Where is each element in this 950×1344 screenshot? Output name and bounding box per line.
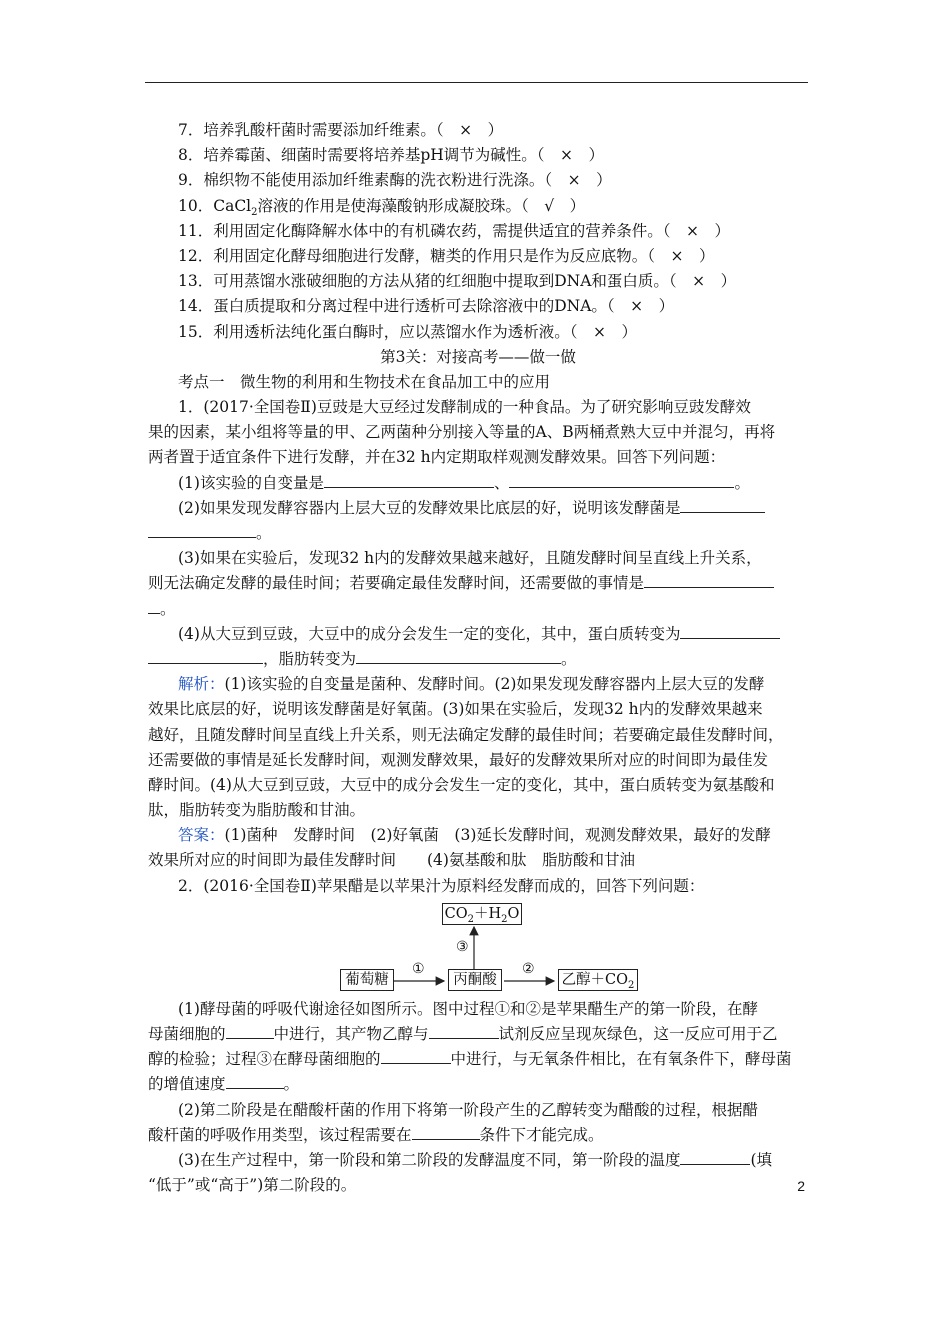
answer-label: 答案： bbox=[178, 826, 225, 845]
q2-part1: (1)酵母菌的呼吸代谢途径如图所示。图中过程①和②是苹果醋生产的第一阶段，在酵 bbox=[178, 999, 758, 1018]
glucose-box: 葡萄糖 bbox=[340, 969, 394, 991]
q1-answer: 答案：(1)菌种 发酵时间 (2)好氧菌 (3)延长发酵时间，观测发酵效果，最好的发酵 bbox=[178, 826, 771, 845]
answer-blank[interactable] bbox=[148, 523, 256, 538]
q2-part3-cont: “低于”或“高于”)第二阶段的。 bbox=[148, 1176, 357, 1195]
q2-part1-end: 的增值速度 。 bbox=[148, 1075, 300, 1094]
answer-blank[interactable] bbox=[226, 1074, 284, 1089]
answer-blank[interactable] bbox=[226, 1024, 274, 1039]
step2-label: ② bbox=[522, 960, 535, 977]
q1-analysis-line: 肽，脂肪转变为脂肪酸和甘油。 bbox=[148, 801, 366, 820]
answer-blank[interactable] bbox=[680, 498, 765, 513]
q1-part2: (2)如果发现发酵容器内上层大豆的发酵效果比底层的好，说明该发酵菌是 bbox=[148, 496, 808, 521]
q1-analysis-line: 还需要做的事情是延长发酵时间，观测发酵效果，最好的发酵效果所对应的时间即为最佳发 bbox=[148, 750, 769, 769]
q1-analysis-line: 效果比底层的好，说明该发酵菌是好氧菌。(3)如果在实验后，发现32 h内的发酵效果越来 bbox=[148, 700, 763, 719]
answer-blank[interactable] bbox=[381, 1049, 451, 1064]
answer-blank[interactable] bbox=[412, 1125, 480, 1140]
q1-stem-line: 果的因素，某小组将等量的甲、乙两菌种分别接入等量的A、B两桶煮熟大豆中并混匀，再将 bbox=[148, 423, 776, 442]
q1-answer-line: 效果所对应的时间即为最佳发酵时间 (4)氨基酸和肽 脂肪酸和甘油 bbox=[148, 851, 635, 870]
q1-part4: (4)从大豆到豆豉，大豆中的成分会发生一定的变化，其中，蛋白质转变为 bbox=[148, 622, 808, 647]
judge-item-15: 15．利用透析法纯化蛋白酶时，应以蒸馏水作为透析液。（ × ） bbox=[178, 322, 637, 341]
q1-part3-end: 。 bbox=[148, 597, 808, 622]
q2-part1-cont: 母菌细胞的 中进行，其产物乙醇与 试剂反应呈现灰绿色，这一反应可用于乙 bbox=[148, 1025, 778, 1043]
q1-analysis-line: 酵时间。(4)从大豆到豆豉，大豆中的成分会发生一定的变化，其中，蛋白质转变为氨基酸和 bbox=[148, 775, 775, 794]
judge-item-11: 11．利用固定化酶降解水体中的有机磷农药，需提供适宜的营养条件。（ × ） bbox=[178, 221, 730, 240]
respiration-pathway-diagram bbox=[148, 903, 808, 991]
pyruvate-box: 丙酮酸 bbox=[448, 969, 502, 991]
topic-title: 考点一 微生物的利用和生物技术在食品加工中的应用 bbox=[178, 372, 551, 391]
answer-blank[interactable] bbox=[324, 473, 494, 488]
q1-part3: (3)如果在实验后，发现32 h内的发酵效果越来越好，且随发酵时间呈直线上升关系， bbox=[178, 549, 762, 568]
q2-part2-cont: 酸杆菌的呼吸作用类型，该过程需要在 条件下才能完成。 bbox=[148, 1125, 604, 1144]
section-title: 第3关：对接高考——做一做 bbox=[380, 347, 576, 366]
q2-part2: (2)第二阶段是在醋酸杆菌的作用下将第一阶段产生的乙醇转变为醋酸的过程，根据醋 bbox=[178, 1100, 758, 1119]
judge-item-9: 9．棉织物不能使用添加纤维素酶的洗衣粉进行洗涤。（ × ） bbox=[178, 171, 612, 190]
q2-stem: 2．(2016·全国卷Ⅱ)苹果醋是以苹果汁为原料经发酵而成的，回答下列问题： bbox=[178, 876, 705, 895]
q2-part1-cont: 醇的检验；过程③在酵母菌细胞的 中进行，与无氧条件相比，在有氧条件下，酵母菌 bbox=[148, 1050, 792, 1069]
header-rule bbox=[145, 82, 808, 83]
judge-item-14: 14．蛋白质提取和分离过程中进行透析可去除溶液中的DNA。（ × ） bbox=[178, 297, 675, 316]
judge-item-10: 10．CaCl$_2$溶液的作用是使海藻酸钠形成凝胶珠。（ √ ） bbox=[178, 196, 586, 218]
judge-item-13: 13．可用蒸馏水涨破细胞的方法从猪的红细胞中提取到DNA和蛋白质。（ × ） bbox=[178, 272, 737, 291]
ethanol-co2-box: 乙醇$+CO_2$ bbox=[558, 969, 638, 991]
q1-part4-cont: ，脂肪转变为 。 bbox=[148, 647, 808, 672]
judge-item-7: 7．培养乳酸杆菌时需要添加纤维素。（ × ） bbox=[178, 121, 504, 139]
step3-label: ③ bbox=[456, 938, 469, 955]
q2-part3: (3)在生产过程中，第一阶段和第二阶段的发酵温度不同，第一阶段的温度 (填 bbox=[178, 1150, 773, 1169]
q1-stem-line: 两者置于适宜条件下进行发酵，并在32 h内定期取样观测发酵效果。回答下列问题： bbox=[148, 448, 726, 467]
q1-part2-cont: 。 bbox=[148, 521, 808, 546]
q1-stem-line: 1．(2017·全国卷Ⅱ)豆豉是大豆经过发酵制成的一种食品。为了研究影响豆豉发酵效 bbox=[178, 398, 751, 417]
answer-blank[interactable] bbox=[644, 573, 774, 588]
q1-analysis-line: 越好，且随发酵时间呈直线上升关系，则无法确定发酵的最佳时间；若要确定最佳发酵时间， bbox=[148, 725, 784, 744]
answer-blank[interactable] bbox=[148, 599, 160, 614]
q1-part1: (1)该实验的自变量是 、 。 bbox=[178, 473, 750, 492]
judge-item-8: 8．培养霉菌、细菌时需要将培养基pH调节为碱性。（ × ） bbox=[178, 146, 605, 165]
step1-label: ① bbox=[412, 960, 425, 977]
analysis-label: 解析： bbox=[178, 675, 225, 694]
answer-blank[interactable] bbox=[356, 649, 561, 664]
judge-item-12: 12．利用固定化酵母细胞进行发酵，糖类的作用只是作为反应底物。（ × ） bbox=[178, 246, 715, 265]
answer-blank[interactable] bbox=[429, 1024, 499, 1039]
q1-analysis: 解析：(1)该实验的自变量是菌种、发酵时间。(2)如果发现发酵容器内上层大豆的发酵 bbox=[178, 675, 765, 694]
answer-blank[interactable] bbox=[680, 624, 780, 639]
answer-blank[interactable] bbox=[148, 649, 263, 664]
page-content bbox=[148, 118, 808, 1198]
answer-blank[interactable] bbox=[680, 1150, 750, 1165]
page-number: 2 bbox=[797, 1178, 805, 1194]
q1-part3-cont: 则无法确定发酵的最佳时间；若要确定最佳发酵时间，还需要做的事情是 bbox=[148, 571, 808, 596]
answer-blank[interactable] bbox=[509, 473, 734, 488]
co2-h2o-box: $CO_2+H_2O$ bbox=[442, 903, 522, 925]
